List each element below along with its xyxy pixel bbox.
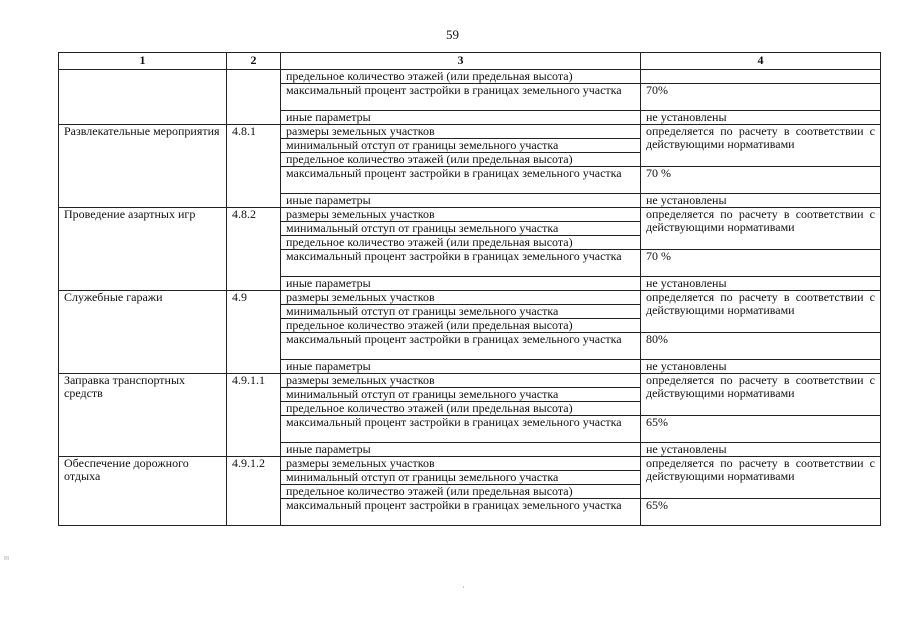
value-not-set: не установлены [641, 111, 881, 125]
value-not-set: не установлены [641, 194, 881, 208]
param-max-floors: предельное количество этажей (или предельная высота) [281, 70, 641, 84]
table-row [59, 208, 881, 222]
param-other: иные параметры [281, 194, 641, 208]
use-type-code: 4.9 [227, 291, 281, 374]
value-calculated: определяется по расчету в соответствии с действующими нормативами [641, 457, 881, 499]
param-max-floors: предельное количество этажей (или предельная высота) [281, 485, 641, 499]
param-max-floors: предельное количество этажей (или предельная высота) [281, 402, 641, 416]
value-calculated: определяется по расчету в соответствии с действующими нормативами [641, 374, 881, 416]
param-max-floors: предельное количество этажей (или предельная высота) [281, 236, 641, 250]
value-max-percent: 65% [641, 416, 881, 443]
table-row [59, 70, 881, 84]
param-max-percent: максимальный процент застройки в границах земельного участка [281, 250, 641, 277]
value-not-set: не установлены [641, 360, 881, 374]
param-max-percent: максимальный процент застройки в границах земельного участка [281, 499, 641, 526]
param-max-percent: максимальный процент застройки в границах земельного участка [281, 84, 641, 111]
use-type-name: Служебные гаражи [59, 291, 227, 374]
param-max-percent: максимальный процент застройки в границах земельного участка [281, 167, 641, 194]
param-min-offset: минимальный отступ от границы земельного участка [281, 222, 641, 236]
use-type-code: 4.9.1.1 [227, 374, 281, 457]
continuation-name-cell [59, 70, 227, 125]
header-col-1: 1 [59, 53, 227, 70]
param-min-offset: минимальный отступ от границы земельного участка [281, 305, 641, 319]
value-calculated: определяется по расчету в соответствии с действующими нормативами [641, 208, 881, 250]
table-row [59, 457, 881, 471]
use-type-code: 4.9.1.2 [227, 457, 281, 526]
use-type-name: Обеспечение дорожного отдыха [59, 457, 227, 526]
param-other: иные параметры [281, 443, 641, 457]
value-max-percent: 70% [641, 84, 881, 111]
value-calculated: определяется по расчету в соответствии с действующими нормативами [641, 291, 881, 333]
value-max-percent: 65% [641, 499, 881, 526]
header-col-4: 4 [641, 53, 881, 70]
table-row [59, 374, 881, 388]
param-sizes: размеры земельных участков [281, 291, 641, 305]
scan-artifact-dot: · [462, 583, 465, 592]
value-max-percent: 70 % [641, 250, 881, 277]
param-min-offset: минимальный отступ от границы земельного участка [281, 471, 641, 485]
param-sizes: размеры земельных участков [281, 208, 641, 222]
param-max-floors: предельное количество этажей (или предельная высота) [281, 319, 641, 333]
continuation-code-cell [227, 70, 281, 125]
value-max-percent: 70 % [641, 167, 881, 194]
value-calculated: определяется по расчету в соответствии с действующими нормативами [641, 125, 881, 167]
use-type-code: 4.8.2 [227, 208, 281, 291]
use-type-name: Заправка транспортных средств [59, 374, 227, 457]
param-min-offset: минимальный отступ от границы земельного участка [281, 139, 641, 153]
param-max-percent: максимальный процент застройки в границах земельного участка [281, 333, 641, 360]
regulations-table [58, 52, 881, 526]
header-col-3: 3 [281, 53, 641, 70]
param-min-offset: минимальный отступ от границы земельного участка [281, 388, 641, 402]
use-type-code: 4.8.1 [227, 125, 281, 208]
value-max-percent: 80% [641, 333, 881, 360]
use-type-name: Проведение азартных игр [59, 208, 227, 291]
param-other: иные параметры [281, 111, 641, 125]
param-other: иные параметры [281, 277, 641, 291]
use-type-name: Развлекательные мероприятия [59, 125, 227, 208]
page-number: 59 [446, 27, 459, 42]
param-max-percent: максимальный процент застройки в границах земельного участка [281, 416, 641, 443]
header-col-2: 2 [227, 53, 281, 70]
param-sizes: размеры земельных участков [281, 457, 641, 471]
value-not-set: не установлены [641, 443, 881, 457]
param-other: иные параметры [281, 360, 641, 374]
value-empty [641, 70, 881, 84]
header-row [59, 53, 881, 70]
param-sizes: размеры земельных участков [281, 125, 641, 139]
param-sizes: размеры земельных участков [281, 374, 641, 388]
table-row [59, 291, 881, 305]
param-max-floors: предельное количество этажей (или предельная высота) [281, 153, 641, 167]
value-not-set: не установлены [641, 277, 881, 291]
table-row [59, 125, 881, 139]
scan-artifact-edge: ⁞⁞ [2, 556, 10, 560]
